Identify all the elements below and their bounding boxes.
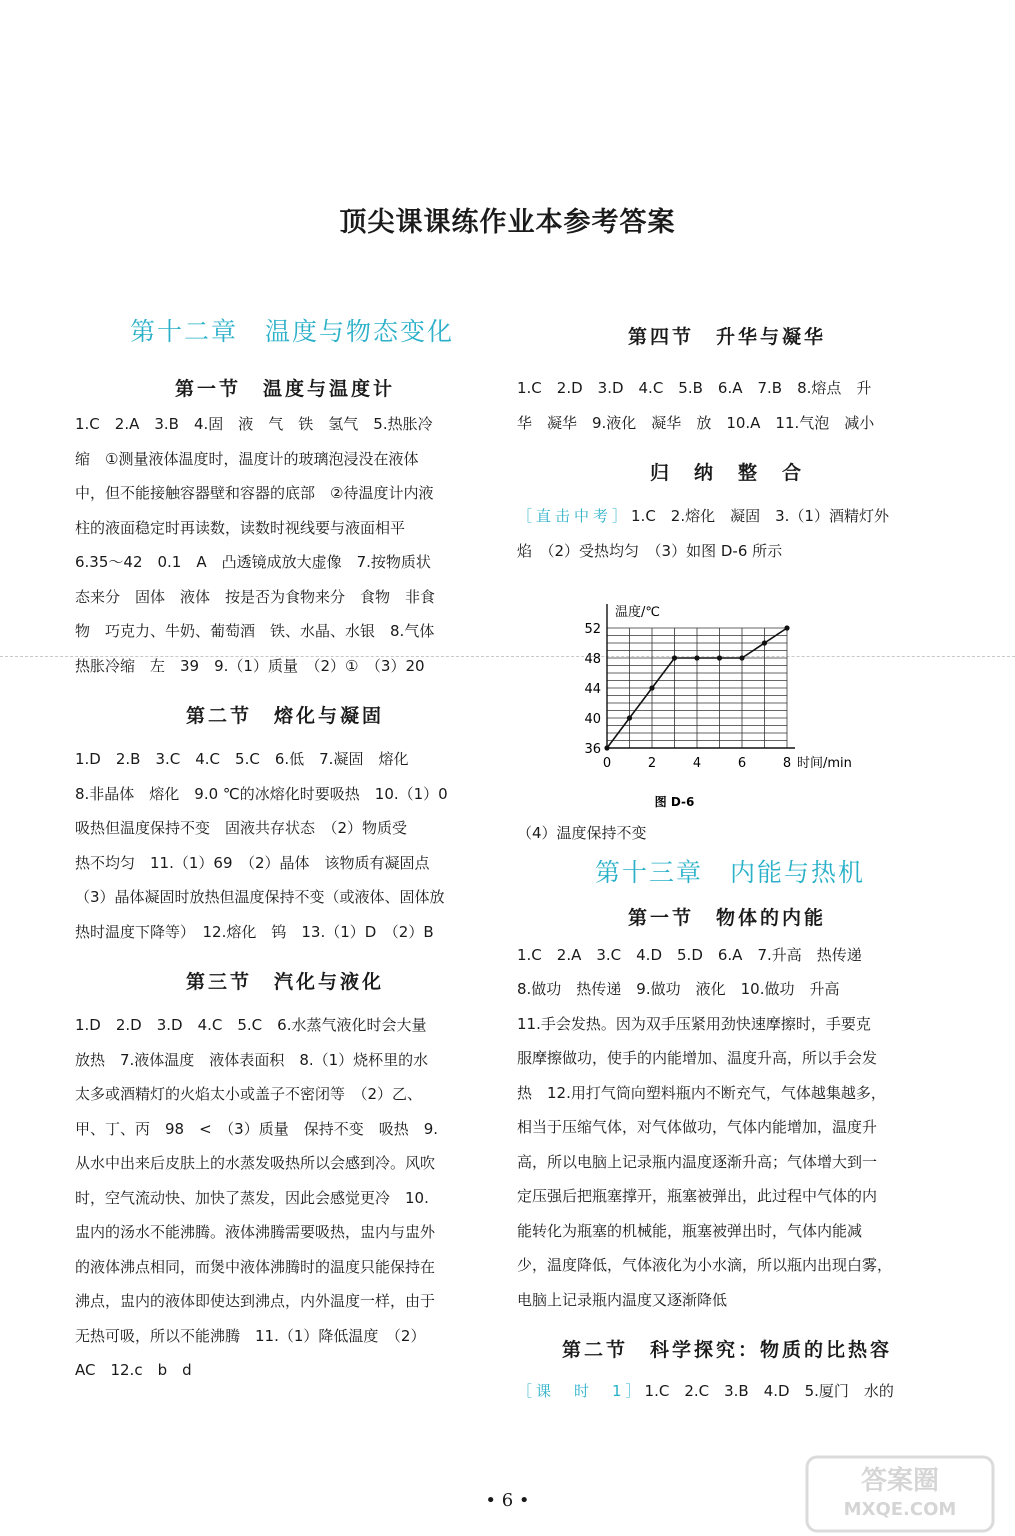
answer-line: 电脑上记录瓶内温度又逐渐降低 — [517, 1290, 728, 1309]
answer-line: 盅内的汤水不能沸腾。液体沸腾需要吸热，盅内与盅外 — [75, 1223, 436, 1241]
keshi-line — [517, 1374, 937, 1409]
section-3-answers — [75, 1008, 495, 1388]
y-tick-label: 48 — [584, 652, 601, 667]
answer-line: 6.35～42 0.1 A 凸透镜成放大虚像 7.按物质状 — [75, 553, 431, 571]
answer-line: 态来分 固体 液体 按是否为食物来分 食物 非食 — [75, 587, 436, 606]
section-4-answers — [517, 371, 937, 440]
answer-line: 8.做功 热传递 9.做功 液化 10.做功 升高 — [517, 980, 840, 998]
data-point — [627, 715, 632, 720]
section-1-answers — [75, 407, 495, 683]
zhiji-line-2: 焰 （2）受热均匀 （3）如图 D-6 所示 — [517, 541, 783, 560]
data-point — [739, 655, 744, 660]
answer-line: 华 凝华 9.液化 凝华 放 10.A 11.气泡 减小 — [517, 413, 875, 432]
x-axis-label: 时间/min — [797, 756, 852, 771]
answer-line: 从水中出来后皮肤上的水蒸发吸热所以会感到冷。风吹 — [75, 1154, 436, 1172]
section-3-title: 第三节 汽化与液化 — [185, 971, 384, 993]
x-tick-label: 8 — [782, 756, 792, 771]
data-point — [694, 655, 699, 660]
data-point — [784, 625, 789, 630]
section-4-title: 第四节 升华与凝华 — [627, 326, 826, 348]
y-tick-label: 40 — [584, 712, 601, 727]
chapter-12-title: 第十二章 温度与物态变化 — [130, 317, 455, 346]
answer-line: AC 12.c b d — [75, 1361, 192, 1379]
answer-line: 吸热但温度保持不变 固液共存状态 （2）物质受 — [75, 819, 408, 837]
y-tick-label: 44 — [584, 682, 601, 697]
answer-line: 无热可吸，所以不能沸腾 11.（1）降低温度 （2） — [75, 1326, 426, 1345]
left-column — [75, 312, 495, 1388]
summary-title: 归 纳 整 合 — [649, 462, 804, 484]
answer-line: 热 12.用打气筒向塑料瓶内不断充气，气体越集越多， — [517, 1083, 886, 1102]
answer-line: 热时温度下降等） 12.熔化 钨 13.（1）D （2）B — [75, 922, 434, 941]
answer-line: 甲、丁、丙 98 < （3）质量 保持不变 吸热 9. — [75, 1119, 439, 1138]
data-point — [717, 655, 722, 660]
keshi-text: 1.C 2.C 3.B 4.D 5.厦门 水的 — [644, 1382, 894, 1400]
answer-line: 时，空气流动快、加快了蒸发，因此会感觉更冷 10. — [75, 1188, 429, 1207]
y-tick-label: 52 — [584, 622, 601, 637]
x-tick-label: 2 — [647, 756, 657, 771]
c13-section-2-title: 第二节 科学探究：物质的比热容 — [561, 1339, 892, 1361]
answer-line: 1.D 2.D 3.D 4.C 5.C 6.水蒸气液化时会大量 — [75, 1016, 427, 1034]
x-tick-label: 4 — [692, 756, 702, 771]
y-axis-label: 温度/℃ — [615, 605, 660, 620]
answer-line: 1.C 2.D 3.D 4.C 5.B 6.A 7.B 8.熔点 升 — [517, 379, 872, 397]
answer-line: 高，所以电脑上记录瓶内温度逐渐升高；气体增大到一 — [517, 1152, 878, 1171]
keshi-tag: ［课 时 1］ — [517, 1382, 645, 1400]
svg-text:MXQE.COM: MXQE.COM — [843, 1499, 957, 1520]
answer-line: 1.C 2.A 3.C 4.D 5.D 6.A 7.升高 热传递 — [517, 945, 862, 964]
x-tick-label: 6 — [737, 756, 747, 771]
section-1-title: 第一节 温度与温度计 — [174, 378, 395, 400]
answer-line: 的液体沸点相同，而煲中液体沸腾时的温度只能保持在 — [75, 1257, 436, 1276]
answer-line: 柱的液面稳定时再读数，读数时视线要与液面相平 — [75, 518, 406, 537]
answer-line: 定压强后把瓶塞撑开，瓶塞被弹出，此过程中气体的内 — [517, 1187, 878, 1205]
answer-line: 11.手会发热。因为双手压紧用劲快速摩擦时，手要克 — [517, 1014, 871, 1033]
answer-line: 1.C 2.A 3.B 4.固 液 气 铁 氢气 5.热胀冷 — [75, 415, 433, 433]
chapter-13-title: 第十三章 内能与热机 — [595, 857, 866, 887]
temperature-chart — [517, 576, 937, 816]
watermark-logo — [805, 1455, 995, 1533]
page-number: • 6 • — [485, 1490, 530, 1511]
answer-line: 服摩擦做功，使手的内能增加、温度升高，所以手会发 — [517, 1049, 878, 1067]
chart-caption: 图 D-6 — [654, 795, 695, 809]
zhiji-text: 1.C 2.熔化 凝固 3.（1）酒精灯外 — [631, 507, 889, 525]
section-2-answers — [75, 742, 495, 949]
section-2-title: 第二节 熔化与凝固 — [185, 705, 384, 727]
answer-line: 缩 ①测量液体温度时，温度计的玻璃泡浸没在液体 — [75, 449, 419, 468]
answer-line: 1.D 2.B 3.C 4.C 5.C 6.低 7.凝固 熔化 — [75, 750, 409, 768]
zhiji-line-1 — [517, 499, 937, 534]
after-chart-text: （4）温度保持不变 — [517, 824, 647, 842]
data-point — [762, 640, 767, 645]
answer-line: 热不均匀 11.（1）69 （2）晶体 该物质有凝固点 — [75, 853, 430, 872]
answer-line: 能转化为瓶塞的机械能，瓶塞被弹出时，气体内能减 — [517, 1221, 863, 1240]
answer-line: 中，但不能接触容器壁和容器的底部 ②待温度计内液 — [75, 484, 434, 502]
answer-line: 沸点，盅内的液体即使达到沸点，内外温度一样，由于 — [75, 1292, 436, 1310]
answer-line: 少，温度降低，气体液化为小水滴，所以瓶内出现白雾， — [517, 1256, 893, 1274]
answer-line: （3）晶体凝固时放热但温度保持不变（或液体、固体放 — [75, 888, 445, 906]
svg-text:答案圈: 答案圈 — [860, 1466, 940, 1496]
answer-line: 物 巧克力、牛奶、葡萄酒 铁、水晶、水银 8.气体 — [75, 622, 435, 640]
zhiji-tag: ［直击中考］ — [517, 507, 632, 525]
answer-line: 热胀冷缩 左 39 9.（1）质量 （2）① （3）20 — [75, 656, 425, 675]
page-title: 顶尖课课练作业本参考答案 — [339, 207, 676, 238]
c13-section-1-answers — [517, 938, 937, 1318]
x-tick-label: 0 — [602, 756, 612, 771]
data-point — [604, 745, 609, 750]
data-point — [649, 685, 654, 690]
answer-line: 8.非晶体 熔化 9.0 ℃的冰熔化时要吸热 10.（1）0 — [75, 784, 448, 803]
c13-section-1-title: 第一节 物体的内能 — [627, 906, 826, 929]
answer-line: 放热 7.液体温度 液体表面积 8.（1）烧杯里的水 — [75, 1050, 429, 1069]
answer-line: 太多或酒精灯的火焰太小或盖子不密闭等 （2）乙、 — [75, 1085, 423, 1103]
y-tick-label: 36 — [584, 742, 601, 757]
data-point — [672, 655, 677, 660]
answer-line: 相当于压缩气体，对气体做功，气体内能增加，温度升 — [517, 1118, 878, 1136]
right-column — [517, 322, 937, 1409]
